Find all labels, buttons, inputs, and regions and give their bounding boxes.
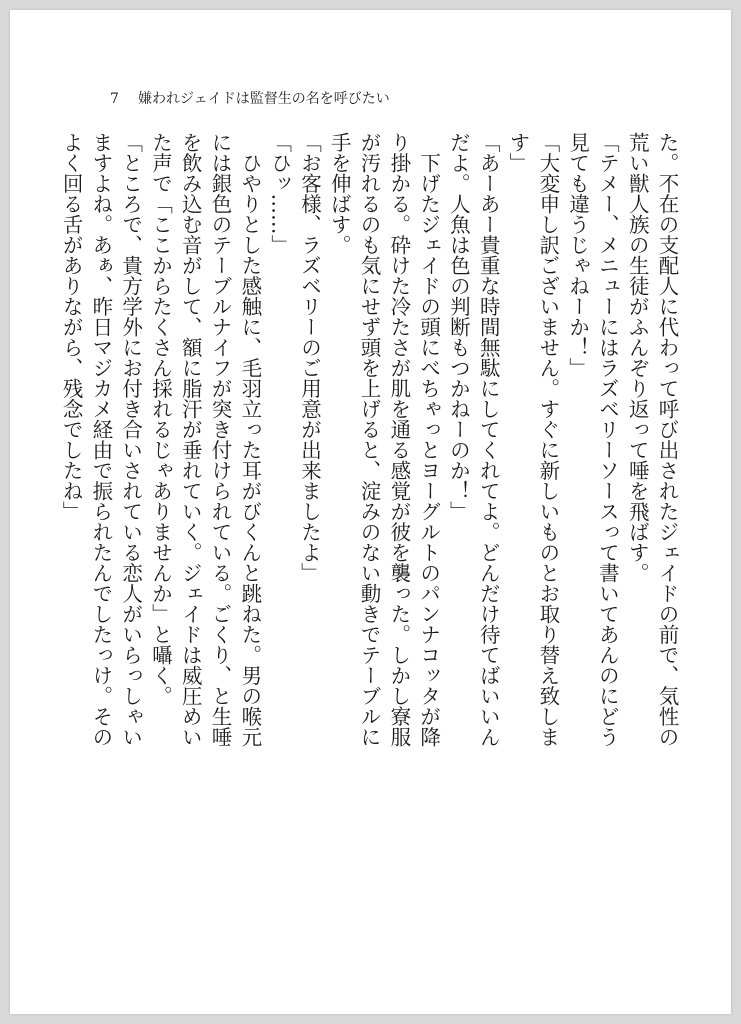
running-header <box>110 88 390 108</box>
vertical-body-text <box>55 132 681 752</box>
paragraph: 「ひッ……」 <box>267 132 292 255</box>
paragraph: 「あーあー貴重な時間無駄にしてくれてよ。どんだけ待てばいいんだよ。人魚は色の判断もつかねーのか！」 <box>446 132 501 747</box>
paragraph: 「大変申し訳ございません。すぐに新しいものとお取り替え致します」 <box>506 132 560 747</box>
paragraph: 「お客様、ラズベリーのご用意が出来ましたよ」 <box>297 132 322 583</box>
book-page <box>10 10 731 1014</box>
paragraph: 下げたジェイドの頭にべちゃっとヨーグルトのパンナコッタが降り掛かる。砕けた冷たさが肌を通る感覚が彼を襲った。しかし寮服が汚れるのも気にせず頭を上げると、淀みのない動きでテーブルに手を伸ばす。 <box>327 132 441 747</box>
paragraph: ひやりとした感触に、毛羽立った耳がびくんと跳ねた。男の喉元には銀色のテーブルナイフが突き付けられている。ごくり、と生唾を飲み込む音がして、額に脂汗が垂れていく。ジェイドは威圧めいた声で「ここからたくさん採れるじゃありませんか」と囁く。 <box>148 132 262 747</box>
paragraph: 「テメー、メニューにはラズベリーソースって書いてあんのにどう見ても違うじゃねーか！」 <box>565 132 620 747</box>
paragraph: た。不在の支配人に代わって呼び出されたジェイドの前で、気性の荒い獣人族の生徒がふんぞり返って唾を飛ばす。 <box>625 132 679 747</box>
paragraph: 「ところで、貴方学外にお付き合いされている恋人がいらっしゃいますよね。あぁ、昨日マジカメ経由で振られたんでしたっけ。そのよく回る舌がありながら、残念でしたね」 <box>59 132 143 747</box>
page-number: 7 <box>110 91 119 107</box>
chapter-title: 嫌われジェイドは監督生の名を呼びたい <box>138 91 390 107</box>
